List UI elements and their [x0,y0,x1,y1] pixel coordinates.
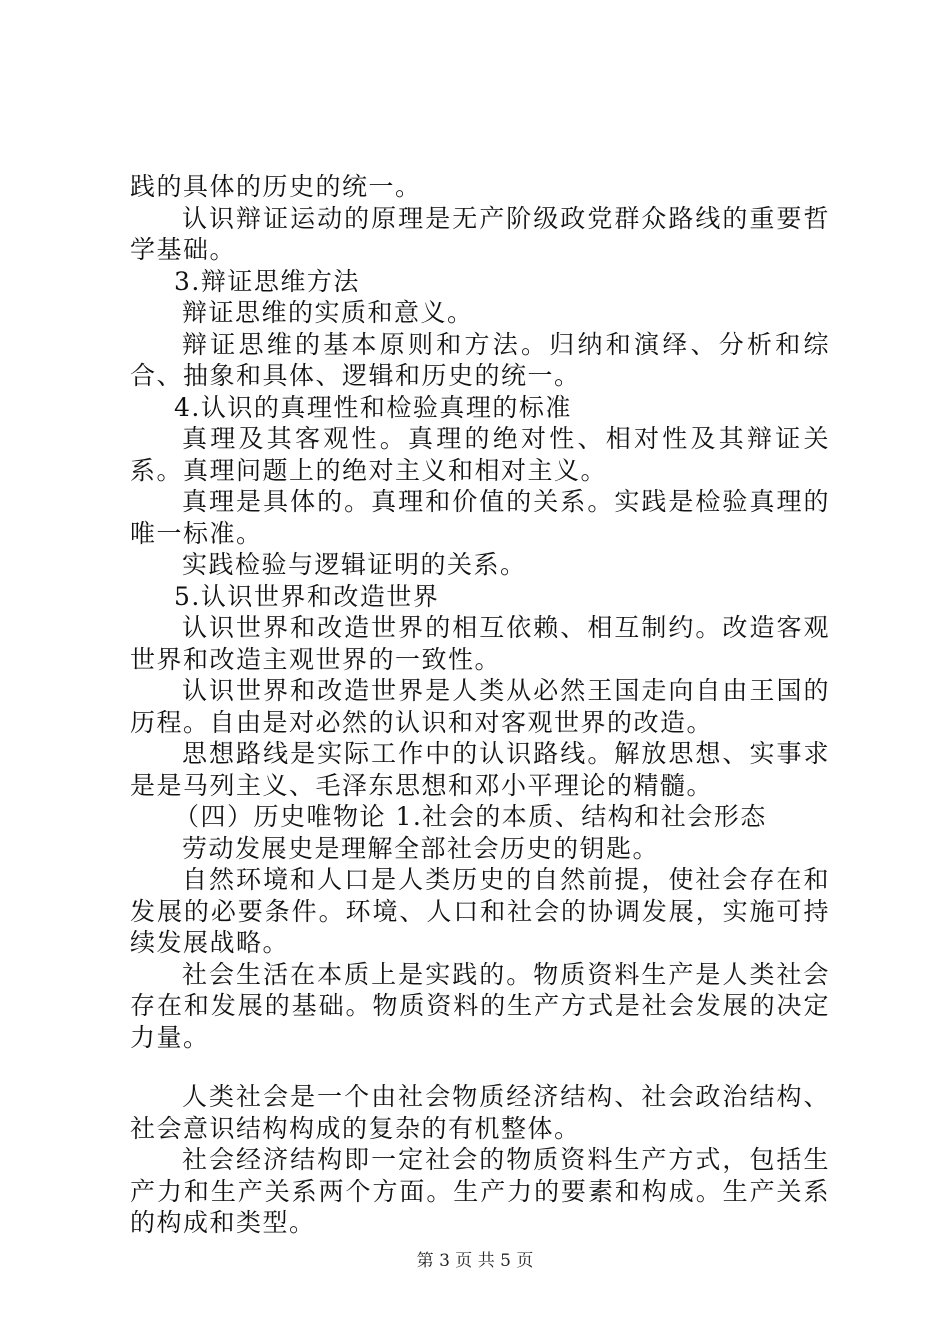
paragraph: 辩证思维的实质和意义。 [182,298,474,327]
section-heading: 3.辩证思维方法 [174,266,360,296]
paragraph: 践的具体的历史的统一。 [130,172,422,201]
paragraph: 辩证思维的基本原则和方法。归纳和演绎、分析和综合、抽象和具体、逻辑和历史的统一。 [130,329,830,390]
paragraph: 劳动发展史是理解全部社会历史的钥匙。 [182,833,660,863]
paragraph: 自然环境和人口是人类历史的自然前提，使社会存在和发展的必要条件。环境、人口和社会的协调发展，实施可持续发展战略。 [130,865,830,957]
section-heading: 5.认识世界和改造世界 [174,581,440,611]
paragraph: 真理及其客观性。真理的绝对性、相对性及其辩证关系。真理问题上的绝对主义和相对主义。 [130,424,830,485]
section-heading: （四）历史唯物论 1.社会的本质、结构和社会形态 [174,802,767,831]
document-body [130,171,830,1239]
paragraph: 人类社会是一个由社会物质经济结构、社会政治结构、社会意识结构构成的复杂的有机整体。 [130,1082,830,1143]
paragraph: 社会经济结构即一定社会的物质资料生产方式，包括生产力和生产关系两个方面。生产力的要素和构成。生产关系的构成和类型。 [130,1145,830,1237]
section-heading: 4.认识的真理性和检验真理的标准 [174,392,572,422]
paragraph: 认识辩证运动的原理是无产阶级政党群众路线的重要哲学基础。 [130,203,830,264]
paragraph: 认识世界和改造世界的相互依赖、相互制约。改造客观世界和改造主观世界的一致性。 [130,613,830,674]
paragraph: 真理是具体的。真理和价值的关系。实践是检验真理的唯一标准。 [130,487,830,548]
paragraph: 社会生活在本质上是实践的。物质资料生产是人类社会存在和发展的基础。物质资料的生产方式是社会发展的决定力量。 [130,959,830,1052]
paragraph: 思想路线是实际工作中的认识路线。解放思想、实事求是是马列主义、毛泽东思想和邓小平理论的精髓。 [130,739,830,800]
paragraph: 实践检验与逻辑证明的关系。 [182,550,527,579]
paragraph: 认识世界和改造世界是人类从必然王国走向自由王国的历程。自由是对必然的认识和对客观世界的改造。 [130,676,830,737]
page-number-footer: 第 3 页 共 5 页 [416,1251,534,1271]
